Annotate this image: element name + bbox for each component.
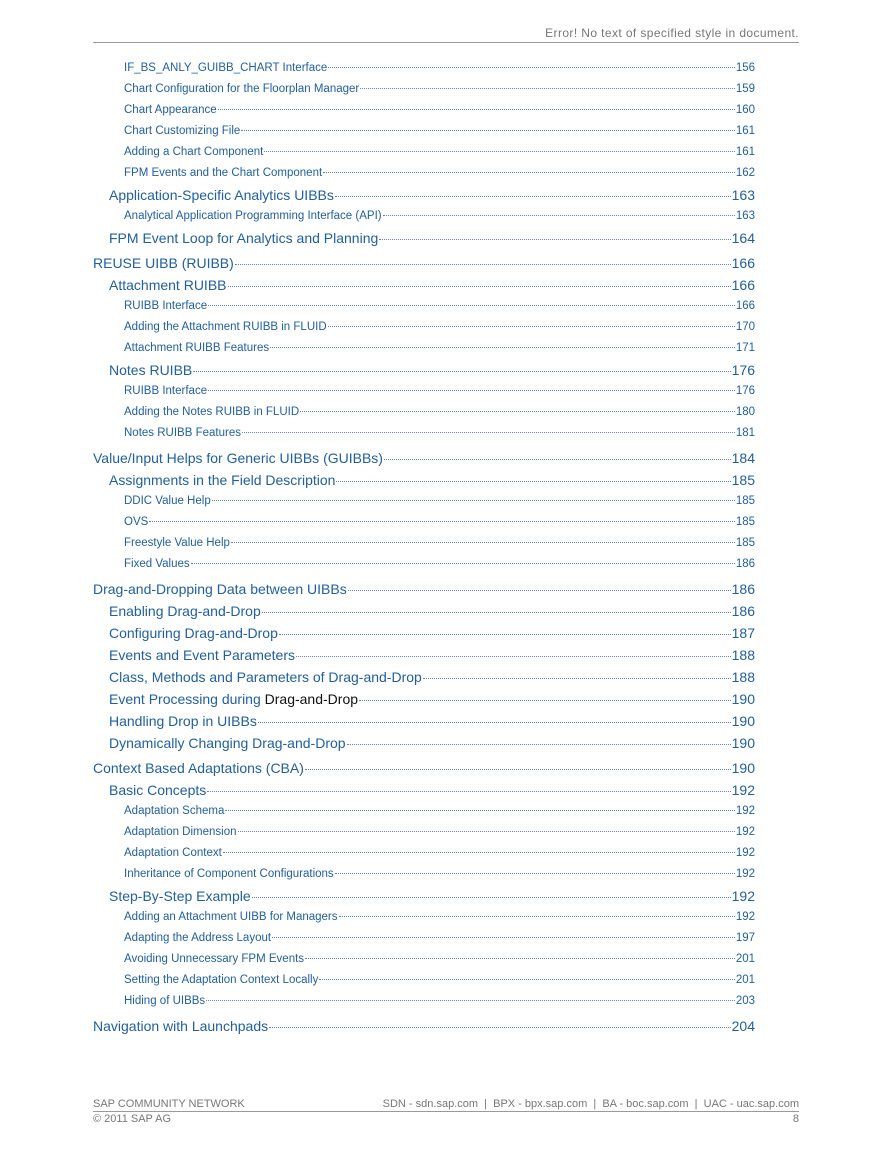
toc-entry-title: Chart Appearance — [124, 104, 217, 116]
toc-dot-leader — [241, 130, 734, 131]
toc-entry[interactable] — [93, 533, 755, 554]
toc-dot-leader — [300, 411, 735, 412]
toc-entry-title: Value/Input Helps for Generic UIBBs (GUIBBs) — [93, 450, 383, 466]
toc-dot-leader — [225, 810, 734, 811]
toc-entry-page: 192 — [735, 911, 755, 923]
toc-entry-title: Analytical Application Programming Interface (API) — [124, 210, 382, 222]
toc-entry-page: 192 — [731, 888, 755, 904]
toc-entry-title: Hiding of UIBBs — [124, 995, 206, 1007]
toc-entry-page: 192 — [735, 826, 755, 838]
toc-entry-page: 204 — [731, 1018, 755, 1034]
toc-entry[interactable] — [93, 163, 755, 184]
toc-entry[interactable] — [93, 448, 755, 469]
toc-entry[interactable] — [93, 801, 755, 822]
toc-entry[interactable] — [93, 907, 755, 928]
toc-entry-title: Adding a Chart Component — [124, 146, 264, 158]
toc-dot-leader — [347, 744, 731, 745]
toc-entry-title: OVS — [124, 516, 149, 528]
toc-entry-page: 190 — [731, 691, 755, 707]
toc-entry-title: Adaptation Context — [124, 847, 222, 859]
toc-entry-page: 190 — [731, 713, 755, 729]
toc-entry[interactable] — [93, 822, 755, 843]
toc-dot-leader — [269, 1027, 731, 1028]
toc-entry-title: Notes RUIBB Features — [124, 427, 241, 439]
toc-dot-leader — [279, 634, 731, 635]
toc-entry-page: 192 — [735, 847, 755, 859]
toc-dot-leader — [272, 937, 735, 938]
toc-entry[interactable] — [93, 970, 755, 991]
toc-entry[interactable] — [93, 470, 755, 491]
toc-dot-leader — [336, 481, 730, 482]
toc-entry-title: Adding the Attachment RUIBB in FLUID — [124, 321, 327, 333]
page-footer — [93, 1098, 799, 1125]
toc-dot-leader — [262, 612, 731, 613]
toc-dot-leader — [359, 700, 731, 701]
toc-dot-leader — [423, 678, 731, 679]
toc-entry[interactable] — [93, 79, 755, 100]
toc-entry[interactable] — [93, 645, 755, 666]
toc-entry-page: 181 — [735, 427, 755, 439]
toc-dot-leader — [296, 656, 731, 657]
toc-entry-page: 159 — [735, 83, 755, 95]
toc-entry-title: Avoiding Unnecessary FPM Events — [124, 953, 305, 965]
toc-entry-title: Enabling Drag-and-Drop — [109, 603, 261, 619]
toc-entry[interactable] — [93, 185, 755, 206]
toc-entry[interactable] — [93, 317, 755, 338]
toc-entry-title: FPM Event Loop for Analytics and Planning — [109, 230, 379, 246]
toc-dot-leader — [212, 500, 735, 501]
toc-dot-leader — [339, 916, 735, 917]
header-text: Error! No text of specified style in document. — [545, 26, 799, 40]
toc-entry[interactable] — [93, 991, 755, 1012]
toc-entry-page: 176 — [731, 362, 755, 378]
toc-entry-page: 180 — [735, 406, 755, 418]
toc-entry[interactable] — [93, 402, 755, 423]
toc-entry[interactable] — [93, 843, 755, 864]
toc-entry-page: 162 — [735, 167, 755, 179]
toc-entry-page: 160 — [735, 104, 755, 116]
toc-dot-leader — [191, 563, 735, 564]
toc-entry[interactable] — [93, 1016, 755, 1037]
toc-dot-leader — [208, 305, 735, 306]
toc-entry-title: DDIC Value Help — [124, 495, 211, 507]
toc-entry[interactable] — [93, 623, 755, 644]
toc-entry-page: 161 — [735, 125, 755, 137]
toc-entry-page: 201 — [735, 953, 755, 965]
toc-entry-page: 163 — [735, 210, 755, 222]
toc-entry-title: Events and Event Parameters — [109, 647, 295, 663]
toc-entry[interactable] — [93, 253, 755, 274]
footer-network: SAP COMMUNITY NETWORK — [93, 1098, 245, 1110]
toc-entry[interactable] — [93, 228, 755, 249]
toc-dot-leader — [323, 172, 735, 173]
toc-dot-leader — [238, 831, 735, 832]
toc-entry-page: 185 — [735, 495, 755, 507]
toc-entry-title-plain: Drag-and-Drop — [264, 691, 359, 707]
toc-entry-title: Application-Specific Analytics UIBBs — [109, 187, 334, 203]
toc-entry-title: Step-By-Step Example — [109, 888, 251, 904]
toc-entry-page: 185 — [731, 472, 755, 488]
toc-entry-page: 197 — [735, 932, 755, 944]
toc-dot-leader — [383, 215, 735, 216]
toc-dot-leader — [319, 979, 734, 980]
toc-entry-page: 164 — [731, 230, 755, 246]
toc-entry-title: Adding the Notes RUIBB in FLUID — [124, 406, 300, 418]
toc-entry-title: Freestyle Value Help — [124, 537, 230, 549]
toc-entry[interactable] — [93, 780, 755, 801]
toc-entry-title: IF_BS_ANLY_GUIBB_CHART Interface — [124, 62, 328, 74]
toc-entry[interactable] — [93, 689, 755, 710]
table-of-contents — [93, 58, 755, 1037]
toc-entry[interactable] — [93, 206, 755, 227]
toc-dot-leader — [235, 264, 731, 265]
toc-dot-leader — [206, 1000, 735, 1001]
toc-dot-leader — [207, 791, 730, 792]
toc-dot-leader — [384, 459, 731, 460]
toc-dot-leader — [335, 196, 731, 197]
toc-entry-page: 170 — [735, 321, 755, 333]
toc-entry[interactable] — [93, 601, 755, 622]
toc-entry-page: 184 — [731, 450, 755, 466]
toc-entry-title: Basic Concepts — [109, 782, 207, 798]
toc-entry[interactable] — [93, 711, 755, 732]
toc-dot-leader — [223, 852, 735, 853]
toc-entry-page: 166 — [731, 277, 755, 293]
toc-dot-leader — [242, 432, 735, 433]
toc-dot-leader — [258, 722, 731, 723]
toc-entry-title: Navigation with Launchpads — [93, 1018, 269, 1034]
toc-entry[interactable] — [93, 733, 755, 754]
toc-entry-title: Fixed Values — [124, 558, 190, 570]
toc-entry[interactable] — [93, 275, 755, 296]
toc-entry-page: 176 — [735, 385, 755, 397]
toc-entry-page: 192 — [731, 782, 755, 798]
toc-entry[interactable] — [93, 928, 755, 949]
toc-entry[interactable] — [93, 491, 755, 512]
toc-dot-leader — [208, 390, 735, 391]
toc-entry[interactable] — [93, 142, 755, 163]
toc-entry-title: RUIBB Interface — [124, 385, 208, 397]
toc-entry-title: Context Based Adaptations (CBA) — [93, 760, 304, 776]
toc-entry-title: Chart Configuration for the Floorplan Manager — [124, 83, 360, 95]
toc-entry[interactable] — [93, 554, 755, 575]
toc-entry-page: 203 — [735, 995, 755, 1007]
footer-copyright: © 2011 SAP AG — [93, 1113, 172, 1125]
toc-entry-title: Adding an Attachment UIBB for Managers — [124, 911, 338, 923]
toc-entry-page: 171 — [735, 342, 755, 354]
toc-entry[interactable] — [93, 423, 755, 444]
toc-entry-page: 185 — [735, 537, 755, 549]
toc-entry-title: Attachment RUIBB Features — [124, 342, 270, 354]
toc-entry-title: Chart Customizing File — [124, 125, 241, 137]
toc-entry[interactable] — [93, 667, 755, 688]
toc-entry-page: 190 — [731, 735, 755, 751]
toc-entry-title: Handling Drop in UIBBs — [109, 713, 257, 729]
toc-entry-page: 192 — [735, 805, 755, 817]
toc-entry[interactable] — [93, 100, 755, 121]
toc-dot-leader — [252, 897, 731, 898]
toc-entry-title: Adaptation Schema — [124, 805, 225, 817]
toc-entry-title: Assignments in the Field Description — [109, 472, 336, 488]
toc-entry[interactable] — [93, 338, 755, 359]
toc-entry-title: FPM Events and the Chart Component — [124, 167, 323, 179]
toc-entry-page: 185 — [735, 516, 755, 528]
toc-entry[interactable] — [93, 949, 755, 970]
toc-entry-page: 186 — [731, 603, 755, 619]
toc-entry-page: 156 — [735, 62, 755, 74]
toc-entry-title: Notes RUIBB — [109, 362, 193, 378]
toc-dot-leader — [149, 521, 735, 522]
page-header — [93, 26, 799, 43]
toc-dot-leader — [328, 326, 735, 327]
toc-entry-title: Inheritance of Component Configurations — [124, 868, 334, 880]
toc-entry-page: 163 — [731, 187, 755, 203]
toc-dot-leader — [264, 151, 734, 152]
footer-sites: SDN - sdn.sap.com | BPX - bpx.sap.com | BA - boc.sap.com | UAC - uac.sap.com — [382, 1098, 799, 1110]
toc-entry-title: REUSE UIBB (RUIBB) — [93, 255, 234, 271]
toc-dot-leader — [305, 958, 735, 959]
toc-entry-page: 166 — [731, 255, 755, 271]
toc-entry-title: Class, Methods and Parameters of Drag-and-Drop — [109, 669, 422, 685]
toc-entry-title: Dynamically Changing Drag-and-Drop — [109, 735, 346, 751]
toc-dot-leader — [218, 109, 735, 110]
toc-entry[interactable] — [93, 886, 755, 907]
toc-dot-leader — [348, 590, 731, 591]
toc-entry-title: RUIBB Interface — [124, 300, 208, 312]
toc-dot-leader — [305, 769, 731, 770]
toc-entry[interactable] — [93, 758, 755, 779]
toc-entry-page: 201 — [735, 974, 755, 986]
toc-entry[interactable] — [93, 121, 755, 142]
toc-dot-leader — [231, 542, 735, 543]
toc-entry-page: 188 — [731, 669, 755, 685]
toc-entry-title: Event Processing during Drag-and-Drop — [109, 691, 359, 707]
toc-entry-title: Adapting the Address Layout — [124, 932, 272, 944]
toc-dot-leader — [360, 88, 735, 89]
toc-entry-title: Setting the Adaptation Context Locally — [124, 974, 319, 986]
toc-dot-leader — [270, 347, 735, 348]
toc-entry-page: 192 — [735, 868, 755, 880]
toc-entry-title: Configuring Drag-and-Drop — [109, 625, 278, 641]
toc-entry-title: Attachment RUIBB — [109, 277, 227, 293]
toc-dot-leader — [193, 371, 730, 372]
toc-entry[interactable] — [93, 58, 755, 79]
toc-entry[interactable] — [93, 381, 755, 402]
toc-entry[interactable] — [93, 360, 755, 381]
toc-entry-page: 166 — [735, 300, 755, 312]
toc-entry-page: 187 — [731, 625, 755, 641]
footer-page-number: 8 — [792, 1113, 799, 1125]
toc-dot-leader — [228, 286, 731, 287]
toc-dot-leader — [328, 67, 735, 68]
toc-dot-leader — [379, 239, 730, 240]
toc-dot-leader — [335, 873, 735, 874]
toc-entry[interactable] — [93, 864, 755, 885]
toc-entry[interactable] — [93, 296, 755, 317]
toc-entry-page: 190 — [731, 760, 755, 776]
toc-entry-page: 186 — [735, 558, 755, 570]
toc-entry[interactable] — [93, 579, 755, 600]
toc-entry-page: 188 — [731, 647, 755, 663]
toc-entry-page: 161 — [735, 146, 755, 158]
toc-entry-page: 186 — [731, 581, 755, 597]
toc-entry-title: Drag-and-Dropping Data between UIBBs — [93, 581, 347, 597]
toc-entry[interactable] — [93, 512, 755, 533]
toc-entry-title: Adaptation Dimension — [124, 826, 237, 838]
